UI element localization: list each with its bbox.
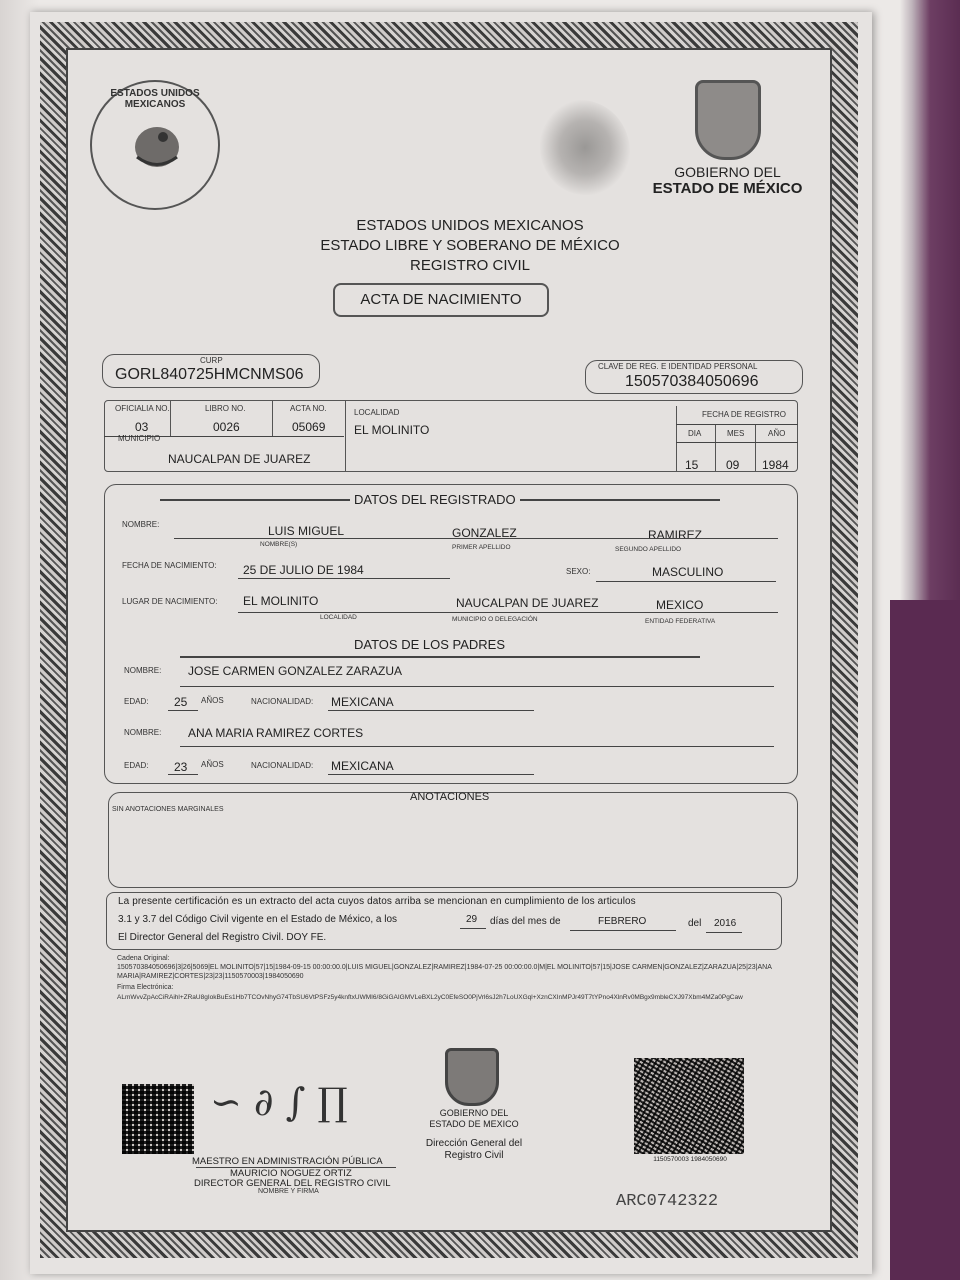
shield-icon <box>695 80 761 160</box>
padre-nombre-rule <box>180 686 774 687</box>
lugar-municipio-value: NAUCALPAN DE JUAREZ <box>456 596 599 610</box>
sexo-rule <box>596 581 776 582</box>
lugar-entidad-value: MEXICO <box>656 598 704 612</box>
mes-label: MES <box>727 429 745 438</box>
header-line3: REGISTRO CIVIL <box>409 257 531 274</box>
gov-logo-top <box>640 80 815 210</box>
padre-nac-value: MEXICANA <box>331 695 394 709</box>
primer-apellido-sub: PRIMER APELLIDO <box>452 544 511 551</box>
qr-code-right <box>634 1058 744 1154</box>
padre-nac-label: NACIONALIDAD: <box>251 697 314 706</box>
fecha-nac-label: FECHA DE NACIMIENTO: <box>122 561 217 570</box>
qr-number: 1150570003 1984050690 <box>653 1156 727 1163</box>
firmante-cargo: MAESTRO EN ADMINISTRACIÓN PÚBLICA <box>192 1156 383 1167</box>
municipio-label: MUNICIPIO <box>118 434 161 443</box>
registrado-title: DATOS DEL REGISTRADO <box>350 492 520 507</box>
anio-label: AÑO <box>768 429 786 438</box>
padre-edad-value: 25 <box>174 695 188 709</box>
anotaciones-text: SIN ANOTACIONES MARGINALES <box>112 806 224 813</box>
cert-dias: 29 <box>466 914 478 925</box>
cert-anio: 2016 <box>714 918 737 929</box>
nombre-rule <box>174 538 778 539</box>
fecha-divider <box>676 424 798 425</box>
registry-col-1 <box>170 400 171 436</box>
sexo-label: SEXO: <box>566 567 591 576</box>
madre-nombre-rule <box>180 746 774 747</box>
segundo-apellido-value: RAMIREZ <box>648 528 702 542</box>
curp-label: CURP <box>200 356 223 365</box>
firma-rule <box>196 1167 396 1168</box>
mes-value: 09 <box>726 458 740 472</box>
primer-apellido-value: GONZALEZ <box>452 526 517 540</box>
firmante-nombre: MAURICIO NOGUEZ ORTIZ <box>230 1168 352 1179</box>
cert-line2a: 3.1 y 3.7 del Código Civil vigente en el Estado de México, a los <box>118 914 398 925</box>
madre-nac-rule <box>328 774 534 775</box>
localidad-label: LOCALIDAD <box>354 408 400 417</box>
cert-mes: FEBRERO <box>598 916 647 927</box>
footer-dir-line2: Registro Civil <box>444 1150 504 1161</box>
registry-col-5 <box>715 424 716 472</box>
footer-gov-line2: ESTADO DE MEXICO <box>429 1119 519 1129</box>
fecha-nac-rule <box>238 578 450 579</box>
nombres-sub: NOMBRE(S) <box>260 541 298 548</box>
firmante-puesto: DIRECTOR GENERAL DEL REGISTRO CIVIL <box>194 1178 391 1189</box>
dia-value: 15 <box>685 458 699 472</box>
header-line1: ESTADOS UNIDOS MEXICANOS <box>356 217 584 234</box>
cert-dias-rule <box>460 928 486 929</box>
madre-nombre-label: NOMBRE: <box>124 728 162 737</box>
oficialia-label: OFICIALIA NO. <box>115 404 170 413</box>
registry-col-2 <box>272 400 273 436</box>
footer-gov-line1: GOBIERNO DEL <box>439 1108 509 1118</box>
cert-line3: El Director General del Registro Civil. DOY FE. <box>118 932 327 943</box>
madre-edad-rule <box>168 774 198 775</box>
eagle-icon <box>127 117 187 177</box>
anotaciones-title: ANOTACIONES <box>410 791 490 803</box>
registry-col-4 <box>676 406 677 472</box>
padre-anos-label: AÑOS <box>201 696 224 705</box>
registry-col-6 <box>755 424 756 472</box>
lugar-localidad-value: EL MOLINITO <box>243 594 319 608</box>
cert-line2b: días del mes de <box>490 916 561 927</box>
shield-icon-footer <box>445 1048 499 1106</box>
madre-nombre-value: ANA MARIA RAMIREZ CORTES <box>188 726 364 740</box>
madre-nac-label: NACIONALIDAD: <box>251 761 314 770</box>
entidad-sub: ENTIDAD FEDERATIVA <box>645 618 716 625</box>
madre-edad-label: EDAD: <box>124 761 149 770</box>
cert-mes-rule <box>570 930 676 931</box>
cert-line1: La presente certificación es un extracto del acta cuyos datos arriba se mencionan en cumplimiento de los articulos <box>118 896 636 907</box>
fecha-nac-value: 25 DE JULIO DE 1984 <box>243 563 364 577</box>
oficialia-value: 03 <box>135 420 149 434</box>
libro-label: LIBRO NO. <box>205 404 246 413</box>
cert-anio-rule <box>706 932 742 933</box>
lugar-label: LUGAR DE NACIMIENTO: <box>122 597 218 606</box>
acta-label: ACTA NO. <box>290 404 327 413</box>
nombres-value: LUIS MIGUEL <box>268 524 345 538</box>
firma-sub: NOMBRE Y FIRMA <box>258 1188 319 1195</box>
madre-anos-label: AÑOS <box>201 760 224 769</box>
fecha-divider-2 <box>676 442 798 443</box>
padres-title: DATOS DE LOS PADRES <box>354 637 505 652</box>
firma-electronica-label: Firma Electrónica: <box>117 984 174 991</box>
registry-col-3 <box>345 400 346 472</box>
padre-edad-rule <box>168 710 198 711</box>
national-seal <box>90 80 220 210</box>
localidad-value: EL MOLINITO <box>354 423 430 437</box>
clave-label: CLAVE DE REG. E IDENTIDAD PERSONAL <box>598 362 758 371</box>
nombre-label: NOMBRE: <box>122 520 160 529</box>
padre-nombre-value: JOSE CARMEN GONZALEZ ZARAZUA <box>188 664 403 678</box>
libro-value: 0026 <box>213 420 240 434</box>
seal-text: ESTADOS UNIDOS MEXICANOS <box>110 88 200 110</box>
header-line2: ESTADO LIBRE Y SOBERANO DE MÉXICO <box>320 237 620 254</box>
gov-line1: GOBIERNO DEL <box>674 164 781 180</box>
municipio-sub: MUNICIPIO O DELEGACIÓN <box>452 616 538 623</box>
clave-value: 150570384050696 <box>625 373 759 390</box>
firma-electronica-text: ALmWvvZpAcCiRAihl+ZRaU8gIokBuEs1Hb7TCOvNhyG74TbSU6VtPSFz5y4knftxUWMI6/8GiGAIGMVLeBXL2yC0EfeSO0PjVrl6sJ2h7LoUXGql+XznCXInMPJr49T7tYPno4XlnRv0MBgx9mbleCXJ97Xbm4MZa0PgCaw <box>117 994 743 1001</box>
fecha-registro-label: FECHA DE REGISTRO <box>702 410 787 419</box>
padre-nombre-label: NOMBRE: <box>124 666 162 675</box>
anio-value: 1984 <box>762 458 789 472</box>
sexo-value: MASCULINO <box>652 565 724 579</box>
madre-edad-value: 23 <box>174 760 188 774</box>
doc-title: ACTA DE NACIMIENTO <box>333 283 549 317</box>
madre-nac-value: MEXICANA <box>331 759 394 773</box>
municipio-value: NAUCALPAN DE JUAREZ <box>168 452 311 466</box>
background-fabric <box>890 600 960 1280</box>
cadena-label: Cadena Original: <box>117 955 170 962</box>
serial-number: ARC0742322 <box>616 1192 719 1211</box>
segundo-apellido-sub: SEGUNDO APELLIDO <box>615 546 682 553</box>
footer-dir-line1: Dirección General del <box>425 1138 523 1149</box>
qr-code-left <box>122 1084 194 1154</box>
lugar-rule <box>238 612 778 613</box>
cert-line2c: del <box>688 918 702 929</box>
cadena-text: 150570384050696|3|26|5069|EL MOLINITO|57|15|1984-09-15 00:00:00.0|LUIS MIGUEL|GONZALEZ|RAMIREZ|1984-07-25 00:00:00.0|M|EL MOLINITO|57|15|JOSE CARMEN|GONZALEZ|ZARAZUA|25|23|ANA MARIA|RAMIREZ|CORTES|23|23|1150570003|1984050690 <box>117 964 772 980</box>
padre-nac-rule <box>328 710 534 711</box>
dia-label: DIA <box>688 429 702 438</box>
gov-line2: ESTADO DE MÉXICO <box>652 180 803 197</box>
signature-icon: ∽ ∂ ∫ ∏ <box>210 1080 348 1124</box>
acta-value: 05069 <box>292 420 326 434</box>
curp-value: GORL840725HMCNMS06 <box>115 366 304 383</box>
localidad-sub: LOCALIDAD <box>320 614 357 621</box>
padres-title-rule <box>180 656 700 658</box>
padre-edad-label: EDAD: <box>124 697 149 706</box>
